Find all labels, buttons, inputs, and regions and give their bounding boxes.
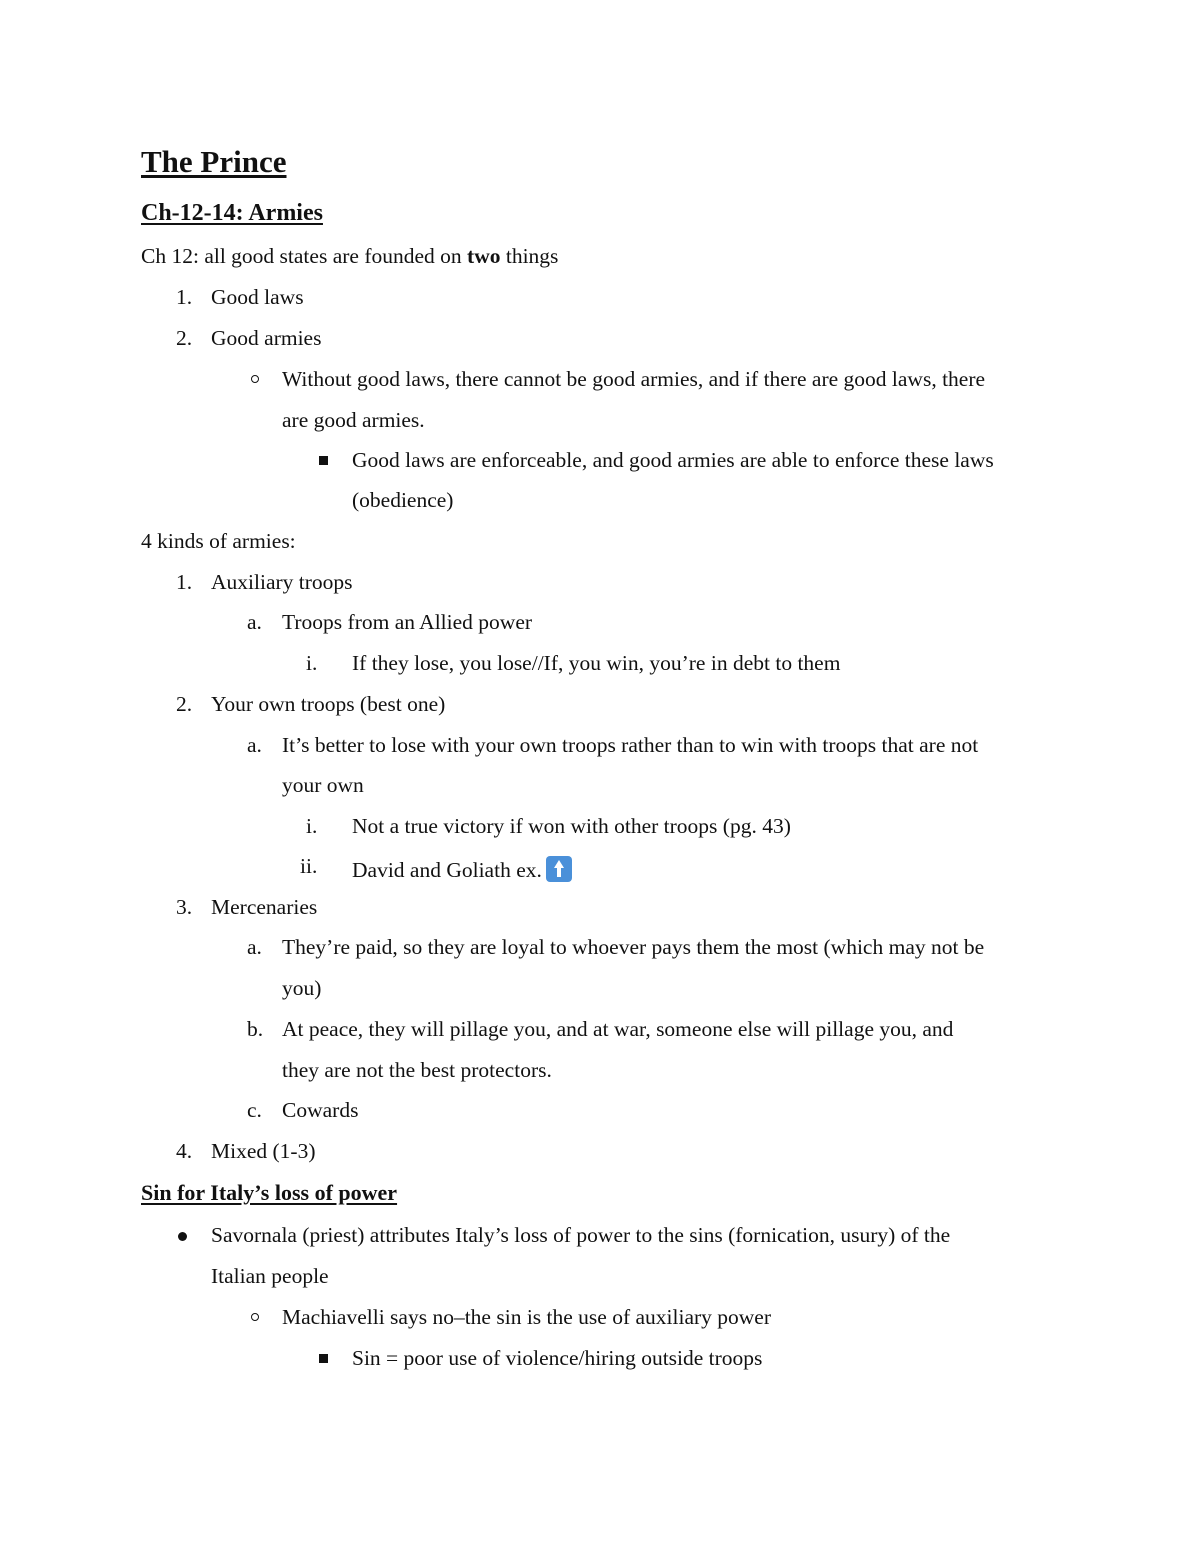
list-marker: i. (306, 651, 318, 675)
document-title: The Prince (141, 144, 287, 179)
disc-bullet-icon (178, 1232, 187, 1241)
list-item-text: David and Goliath ex. (352, 858, 542, 882)
kinds-intro: 4 kinds of armies: (141, 529, 296, 553)
list-item: Cowards (282, 1098, 359, 1122)
list-marker: i. (306, 814, 318, 838)
circle-bullet-icon (251, 375, 259, 383)
intro-line (141, 246, 558, 268)
list-item: They’re paid, so they are loyal to whoever pays them the most (which may not be (282, 935, 985, 959)
list-marker: 3. (176, 895, 193, 919)
list-marker: c. (247, 1098, 262, 1122)
list-item: If they lose, you lose//If, you win, you’re in debt to them (352, 651, 841, 675)
list-item: Savornala (priest) attributes Italy’s loss of power to the sins (fornication, usury) of the (211, 1223, 951, 1247)
list-item: Mixed (1-3) (211, 1139, 316, 1163)
list-marker: a. (247, 733, 262, 757)
square-bullet-icon (319, 1354, 328, 1363)
section-heading-armies: Ch-12-14: Armies (141, 200, 323, 226)
list-item: Auxiliary troops (211, 570, 353, 594)
list-marker: ii. (300, 854, 318, 878)
list-marker: 1. (176, 285, 193, 309)
list-item: Good laws (211, 285, 304, 309)
list-item-continuation: they are not the best protectors. (282, 1058, 552, 1082)
list-item-continuation: your own (282, 773, 364, 797)
intro-bold-word: two (467, 244, 501, 268)
intro-text: Ch 12: all good states are founded on (141, 244, 468, 268)
list-item: At peace, they will pillage you, and at war, someone else will pillage you, and (282, 1017, 954, 1041)
section-heading-sin: Sin for Italy’s loss of power (141, 1180, 398, 1205)
list-marker: a. (247, 610, 262, 634)
list-marker: 4. (176, 1139, 193, 1163)
list-item: Without good laws, there cannot be good armies, and if there are good laws, there (282, 367, 986, 391)
up-arrow-icon (546, 856, 572, 882)
list-item (352, 856, 572, 882)
list-marker: 2. (176, 692, 193, 716)
list-item-continuation: (obedience) (352, 488, 454, 512)
list-item: Troops from an Allied power (282, 610, 533, 634)
square-bullet-icon (319, 456, 328, 465)
list-marker: b. (247, 1017, 264, 1041)
list-marker: a. (247, 935, 262, 959)
list-item: Good laws are enforceable, and good armies are able to enforce these laws (352, 448, 994, 472)
list-marker: 2. (176, 326, 193, 350)
list-item-continuation: are good armies. (282, 408, 425, 432)
list-item: Your own troops (best one) (211, 692, 446, 716)
circle-bullet-icon (251, 1313, 259, 1321)
list-item: Not a true victory if won with other troops (pg. 43) (352, 814, 791, 838)
list-item: Sin = poor use of violence/hiring outside troops (352, 1346, 763, 1370)
intro-text-end: things (500, 244, 559, 268)
list-item-continuation: you) (282, 976, 322, 1000)
list-marker: 1. (176, 570, 193, 594)
list-item: Mercenaries (211, 895, 318, 919)
list-item: Good armies (211, 326, 322, 350)
list-item-continuation: Italian people (211, 1264, 329, 1288)
list-item: It’s better to lose with your own troops rather than to win with troops that are not (282, 733, 979, 757)
list-item: Machiavelli says no–the sin is the use of auxiliary power (282, 1305, 772, 1329)
